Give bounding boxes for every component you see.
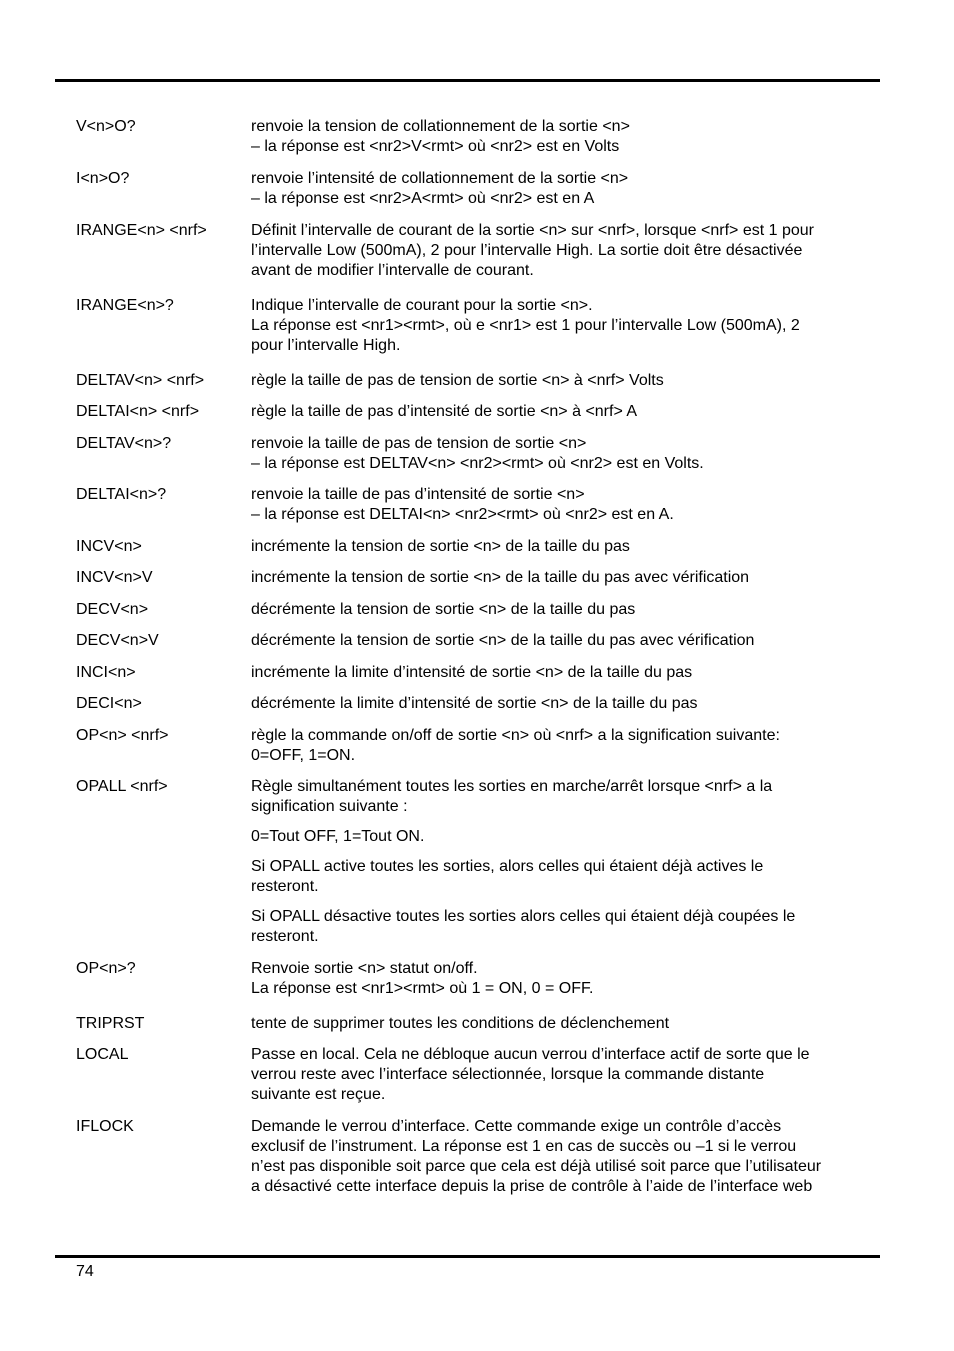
description-line: tente de supprimer toutes les conditions de déclenchement	[251, 1015, 670, 1032]
command-description	[251, 568, 891, 588]
command-name: INCV<n>	[76, 538, 142, 555]
command-description	[251, 663, 891, 683]
command-description	[251, 169, 891, 209]
description-line: 0=Tout OFF, 1=Tout ON.	[251, 828, 425, 845]
description-paragraph	[251, 537, 891, 557]
command-name: DECV<n>V	[76, 632, 159, 649]
description-line: resteront.	[251, 928, 319, 945]
command-name: DELTAI<n> <nrf>	[76, 403, 200, 420]
command-description	[251, 726, 891, 766]
command-description	[251, 221, 891, 281]
description-paragraph	[251, 485, 891, 525]
command-description	[251, 631, 891, 651]
description-paragraph	[251, 221, 891, 281]
command-name: DECV<n>	[76, 601, 149, 618]
description-paragraph	[251, 959, 891, 999]
description-line: Si OPALL désactive toutes les sorties alors celles qui étaient déjà coupées le	[251, 908, 796, 925]
command-name: IRANGE<n> <nrf>	[76, 222, 207, 239]
command-description	[251, 1117, 891, 1197]
description-line: a désactivé cette interface depuis la prise de contrôle à l’aide de l’interface web	[251, 1178, 813, 1195]
description-line: l’intervalle Low (500mA), 2 pour l’intervalle High. La sortie doit être désactivée	[251, 242, 803, 259]
description-paragraph	[251, 726, 891, 766]
description-paragraph	[251, 907, 891, 947]
command-description	[251, 1045, 891, 1105]
description-line: – la réponse est <nr2>A<rmt> où <nr2> est en A	[251, 190, 595, 207]
description-line: règle la taille de pas de tension de sortie <n> à <nrf> Volts	[251, 372, 664, 389]
command-description	[251, 694, 891, 714]
description-line: signification suivante :	[251, 798, 408, 815]
description-line: renvoie la taille de pas d’intensité de sortie <n>	[251, 486, 585, 503]
description-paragraph	[251, 1014, 891, 1034]
description-paragraph	[251, 371, 891, 391]
description-line: exclusif de l’instrument. La réponse est 1 en cas de succès ou –1 si le verrou	[251, 1138, 797, 1155]
command-name: IFLOCK	[76, 1118, 134, 1135]
description-line: incrémente la limite d’intensité de sortie <n> de la taille du pas	[251, 664, 693, 681]
command-description	[251, 117, 891, 157]
description-line: resteront.	[251, 878, 319, 895]
description-paragraph	[251, 663, 891, 683]
command-description	[251, 402, 891, 422]
command-name: TRIPRST	[76, 1015, 145, 1032]
command-name: INCI<n>	[76, 664, 136, 681]
command-name: DELTAI<n>?	[76, 486, 167, 503]
description-paragraph	[251, 1045, 891, 1105]
command-name: V<n>O?	[76, 118, 136, 135]
description-line: La réponse est <nr1><rmt>, où e <nr1> est 1 pour l’intervalle Low (500mA), 2	[251, 317, 800, 334]
description-line: renvoie la taille de pas de tension de sortie <n>	[251, 435, 587, 452]
description-paragraph	[251, 568, 891, 588]
command-description	[251, 371, 891, 391]
description-paragraph	[251, 694, 891, 714]
command-description	[251, 1014, 891, 1034]
description-line: Définit l’intervalle de courant de la sortie <n> sur <nrf>, lorsque <nrf> est 1 pour	[251, 222, 814, 239]
command-description	[251, 434, 891, 474]
command-description	[251, 296, 891, 356]
command-description	[251, 777, 891, 947]
description-paragraph	[251, 296, 891, 356]
description-paragraph	[251, 777, 891, 817]
description-line: règle la taille de pas d’intensité de sortie <n> à <nrf> A	[251, 403, 638, 420]
description-line: n’est pas disponible soit parce que cela est déjà utilisé soit parce que l’utilisateur	[251, 1158, 822, 1175]
description-line: Renvoie sortie <n> statut on/off.	[251, 960, 478, 977]
description-line: décrémente la tension de sortie <n> de la taille du pas avec vérification	[251, 632, 755, 649]
description-line: Passe en local. Cela ne débloque aucun verrou d’interface actif de sorte que le	[251, 1046, 810, 1063]
command-name: I<n>O?	[76, 170, 130, 187]
command-name: INCV<n>V	[76, 569, 153, 586]
command-name: DECI<n>	[76, 695, 142, 712]
description-line: – la réponse est DELTAV<n> <nr2><rmt> où <nr2> est en Volts.	[251, 455, 704, 472]
description-line: 0=OFF, 1=ON.	[251, 747, 356, 764]
footer-rule	[55, 1255, 880, 1258]
description-line: décrémente la tension de sortie <n> de la taille du pas	[251, 601, 636, 618]
command-name: IRANGE<n>?	[76, 297, 174, 314]
description-line: Demande le verrou d’interface. Cette commande exige un contrôle d’accès	[251, 1118, 782, 1135]
description-line: renvoie l’intensité de collationnement de la sortie <n>	[251, 170, 629, 187]
command-description	[251, 537, 891, 557]
description-line: verrou reste avec l’interface sélectionnée, lorsque la commande distante	[251, 1066, 765, 1083]
description-paragraph	[251, 1117, 891, 1197]
description-line: – la réponse est <nr2>V<rmt> où <nr2> est en Volts	[251, 138, 620, 155]
description-line: suivante est reçue.	[251, 1086, 386, 1103]
page-number: 74	[76, 1263, 94, 1280]
description-paragraph	[251, 402, 891, 422]
command-name: OPALL <nrf>	[76, 778, 168, 795]
description-paragraph	[251, 169, 891, 209]
description-line: règle la commande on/off de sortie <n> où <nrf> a la signification suivante:	[251, 727, 780, 744]
description-paragraph	[251, 434, 891, 474]
command-description	[251, 600, 891, 620]
description-line: renvoie la tension de collationnement de la sortie <n>	[251, 118, 630, 135]
description-line: Règle simultanément toutes les sorties en marche/arrêt lorsque <nrf> a la	[251, 778, 773, 795]
description-line: Indique l’intervalle de courant pour la sortie <n>.	[251, 297, 593, 314]
description-line: incrémente la tension de sortie <n> de la taille du pas	[251, 538, 630, 555]
description-line: – la réponse est DELTAI<n> <nr2><rmt> où <nr2> est en A.	[251, 506, 674, 523]
command-name: DELTAV<n>?	[76, 435, 172, 452]
command-name: OP<n>?	[76, 960, 136, 977]
command-name: DELTAV<n> <nrf>	[76, 372, 205, 389]
command-description	[251, 959, 891, 999]
description-line: décrémente la limite d’intensité de sortie <n> de la taille du pas	[251, 695, 698, 712]
description-paragraph	[251, 117, 891, 157]
description-line: Si OPALL active toutes les sorties, alors celles qui étaient déjà actives le	[251, 858, 764, 875]
description-line: avant de modifier l’intervalle de courant.	[251, 262, 534, 279]
description-paragraph	[251, 600, 891, 620]
description-paragraph	[251, 857, 891, 897]
description-line: pour l’intervalle High.	[251, 337, 401, 354]
description-line: La réponse est <nr1><rmt> où 1 = ON, 0 = OFF.	[251, 980, 594, 997]
command-name: OP<n> <nrf>	[76, 727, 169, 744]
description-paragraph	[251, 631, 891, 651]
description-paragraph	[251, 827, 891, 847]
command-description	[251, 485, 891, 525]
description-line: incrémente la tension de sortie <n> de la taille du pas avec vérification	[251, 569, 750, 586]
command-name: LOCAL	[76, 1046, 129, 1063]
